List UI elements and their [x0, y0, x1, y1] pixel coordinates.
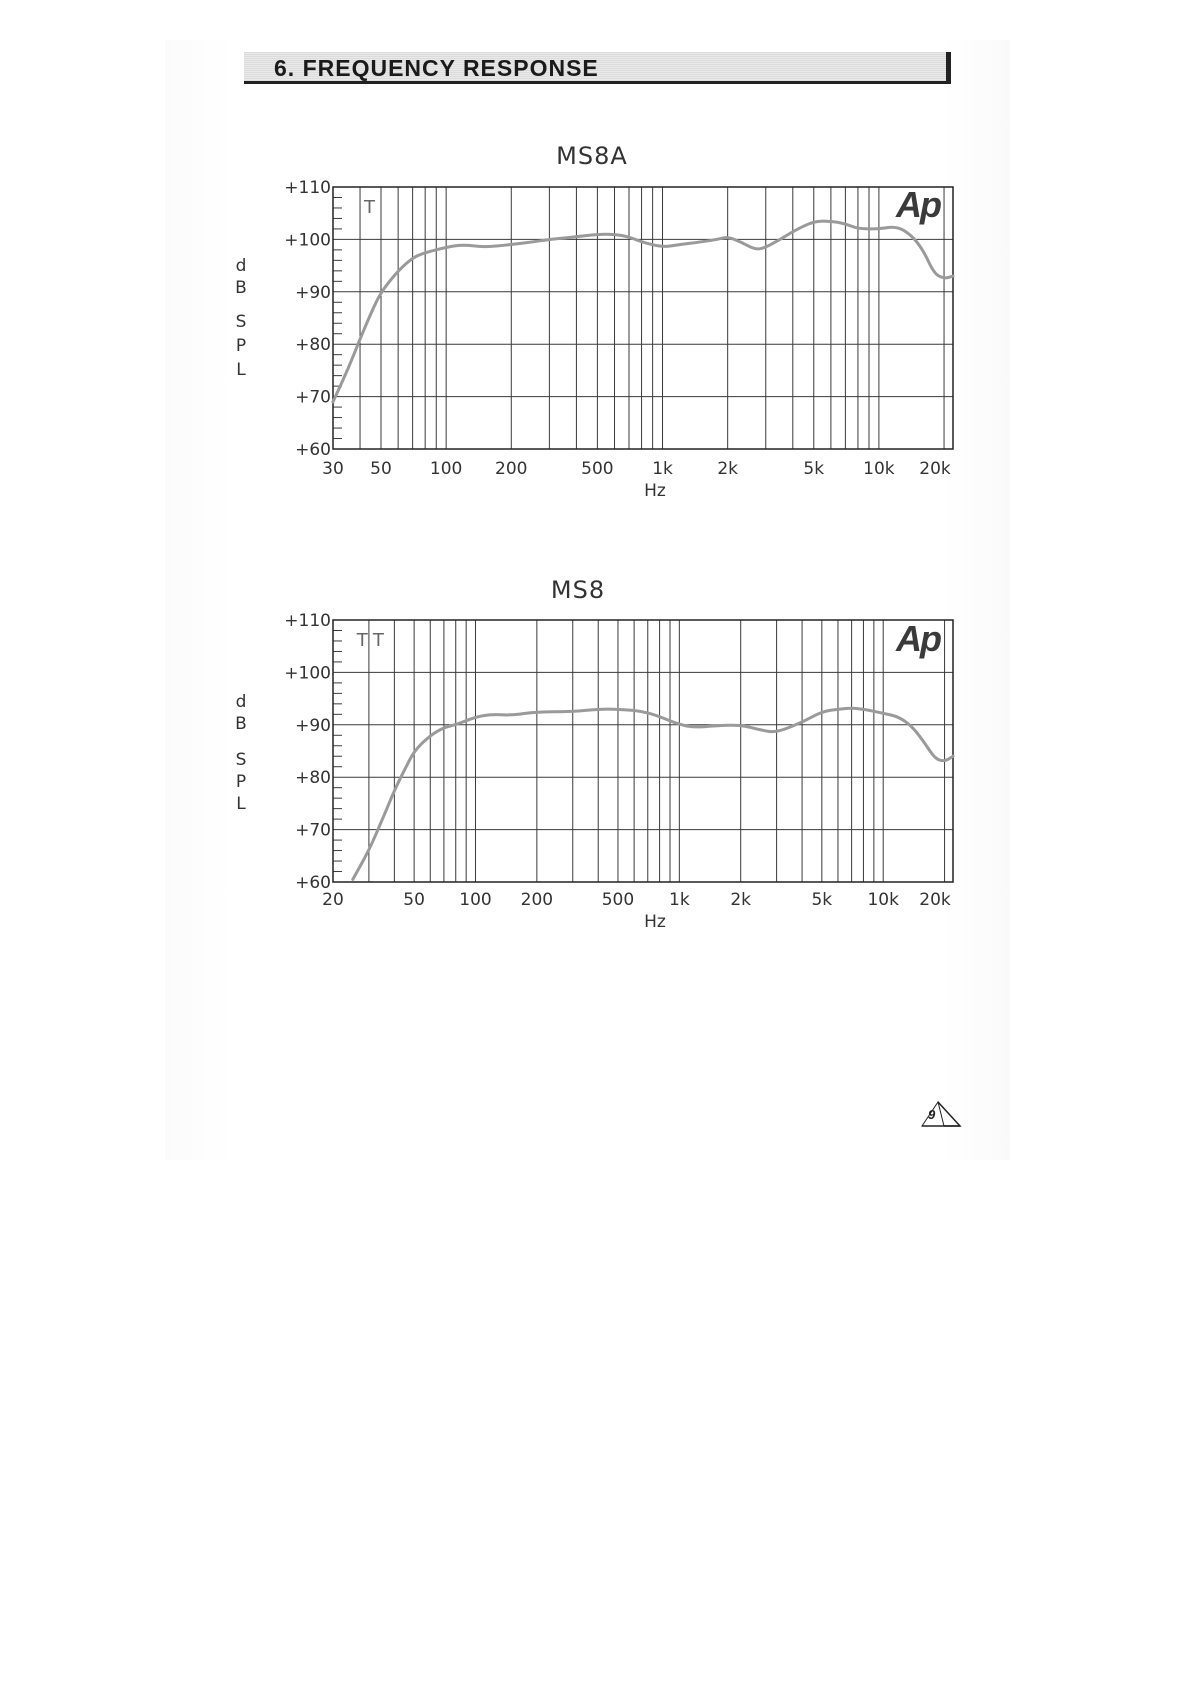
x-tick-label: 20k — [919, 459, 951, 479]
x-tick-label: 10k — [863, 459, 895, 479]
ap-logo: Ap — [896, 618, 940, 659]
y-tick-label: +90 — [295, 282, 331, 303]
marker-label: T — [372, 630, 384, 651]
x-tick-label: 50 — [370, 459, 392, 479]
ylabel-letter: S — [235, 312, 247, 332]
x-tick-label: 200 — [520, 890, 554, 910]
y-tick-label: +60 — [295, 440, 331, 460]
ylabel-letter: B — [235, 278, 247, 298]
x-axis-label: Hz — [644, 912, 666, 932]
y-tick-label: +70 — [295, 387, 331, 408]
x-tick-label: 100 — [429, 459, 463, 479]
y-tick-label: +80 — [295, 768, 331, 789]
ylabel-letter: P — [235, 772, 247, 792]
y-tick-label: +100 — [284, 663, 331, 684]
chart-title-ms8: MS8 — [550, 576, 606, 604]
x-axis-label: Hz — [644, 481, 666, 501]
x-tick-label: 500 — [601, 890, 635, 910]
ylabel-letter: L — [236, 360, 246, 380]
y-tick-label: +60 — [295, 873, 331, 893]
marker-label: T — [356, 630, 368, 651]
ylabel-letter: d — [235, 256, 247, 276]
ylabel-letter: B — [235, 714, 247, 734]
x-tick-label: 30 — [322, 459, 344, 479]
y-tick-label: +90 — [295, 715, 331, 736]
y-tick-label: +110 — [284, 611, 331, 631]
section-title: 6. FREQUENCY RESPONSE — [274, 55, 599, 81]
y-tick-label: +110 — [284, 178, 331, 198]
ylabel-letter: P — [235, 336, 247, 356]
x-tick-label: 1k — [652, 459, 673, 479]
page-number: 9 — [928, 1107, 936, 1122]
ylabel-letter: S — [235, 750, 247, 770]
x-tick-label: 500 — [581, 459, 614, 479]
chart-title-ms8a: MS8A — [556, 142, 628, 170]
x-tick-label: 1k — [669, 890, 690, 910]
x-tick-label: 100 — [459, 890, 492, 910]
marker-label: T — [364, 197, 376, 218]
x-tick-label: 20 — [322, 890, 344, 910]
ap-logo: Ap — [896, 184, 940, 225]
x-tick-label: 5k — [803, 459, 825, 479]
x-tick-label: 2k — [730, 890, 752, 910]
page-number-badge — [920, 1098, 964, 1128]
y-tick-label: +80 — [295, 335, 331, 356]
y-tick-label: +70 — [295, 820, 331, 841]
x-tick-label: 2k — [717, 459, 738, 479]
x-tick-label: 10k — [867, 890, 899, 910]
ylabel-letter: L — [236, 794, 246, 814]
y-tick-label: +100 — [284, 230, 331, 251]
x-tick-label: 50 — [403, 890, 425, 910]
ylabel-letter: d — [235, 692, 247, 712]
x-tick-label: 5k — [811, 890, 833, 910]
page-corner-triangle-icon — [920, 1098, 964, 1128]
x-tick-label: 20k — [919, 890, 951, 910]
x-tick-label: 200 — [495, 459, 528, 479]
plot-frame — [333, 620, 953, 882]
